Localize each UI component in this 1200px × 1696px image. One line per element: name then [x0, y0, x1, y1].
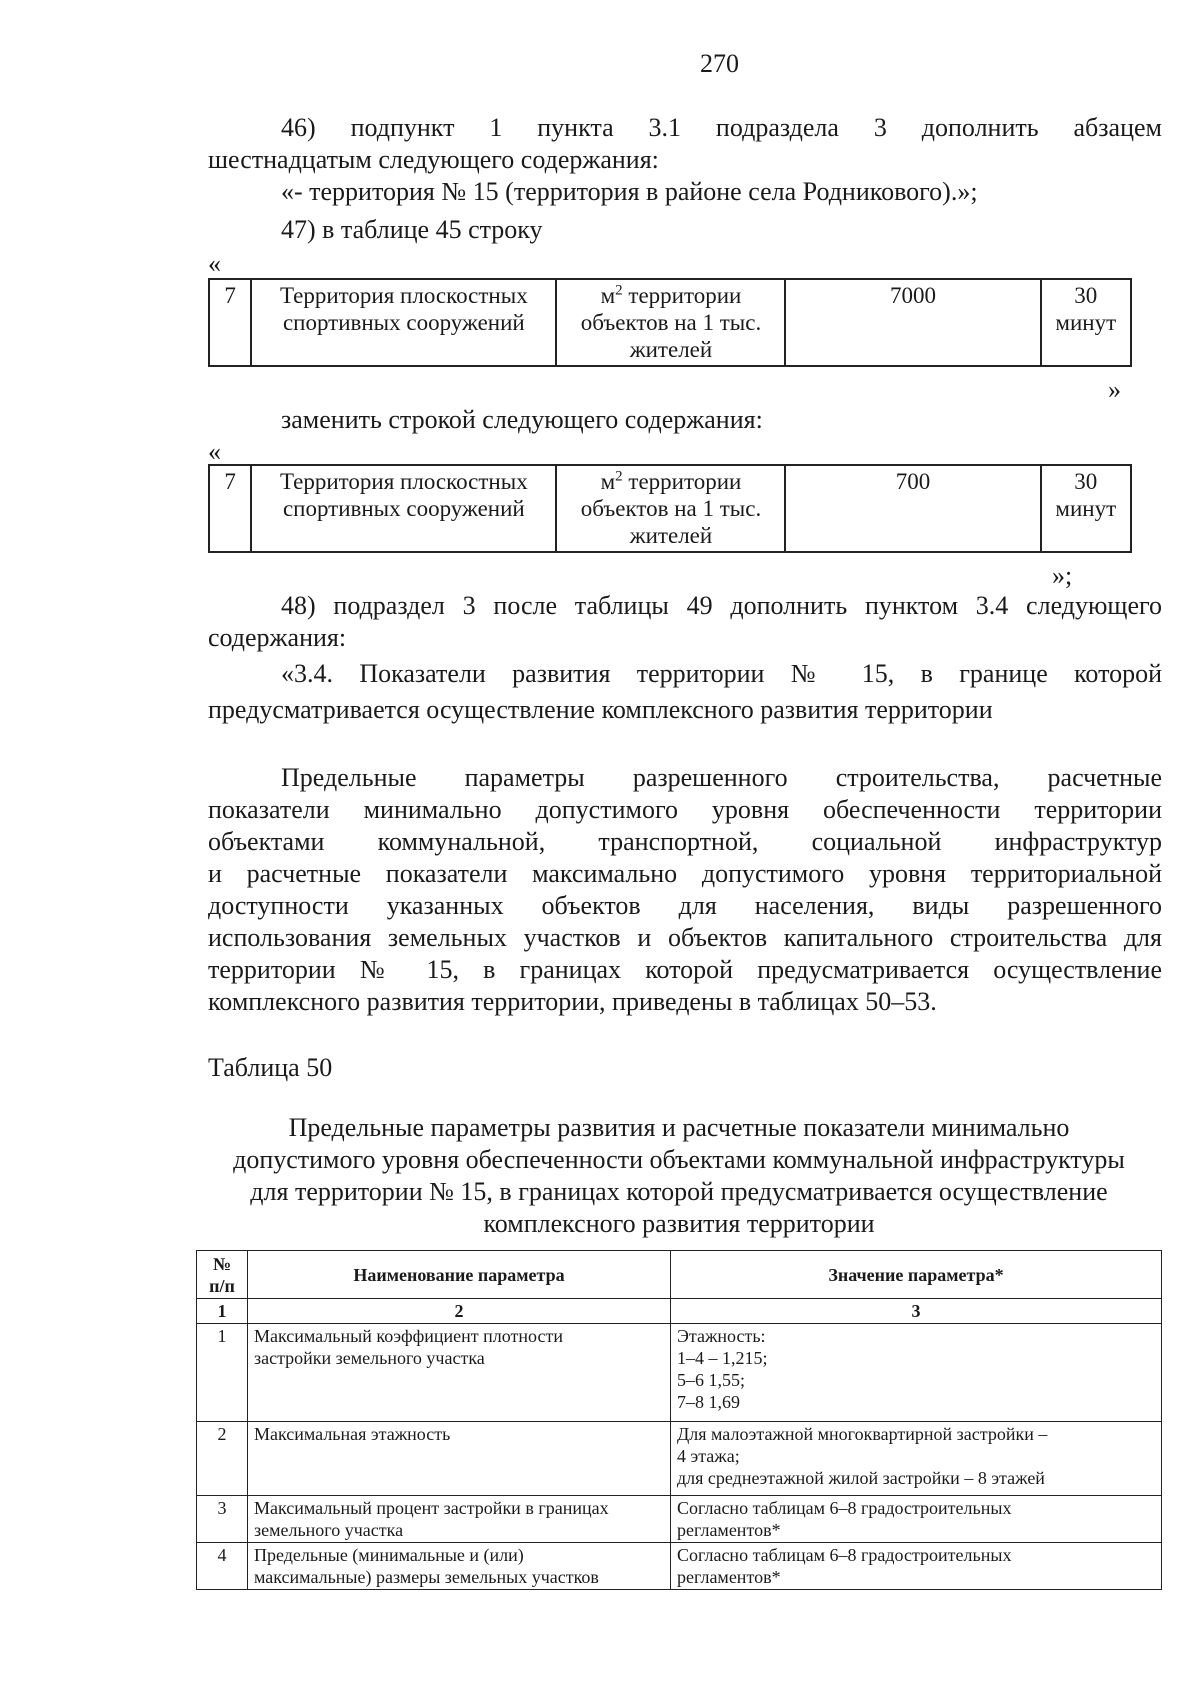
- page-number: 270: [700, 49, 739, 78]
- new-row-table: [208, 464, 1132, 553]
- row1-value: Этажность: 1–4 – 1,215; 5–6 1,55; 7–8 1,69: [671, 1324, 1162, 1422]
- table50-title: Предельные параметры развития и расчетные показатели минимально допустимого уровня обеспеченности объектами коммунальной инфраструктуры для территории № 15, в границах которой предусматривается осуществление комплексного развития территории: [233, 1113, 1125, 1238]
- para-line2: показатели минимально допустимого уровня обеспеченности территории: [208, 795, 1162, 824]
- item-46-line2: шестнадцатым следующего содержания:: [208, 145, 659, 174]
- open-quote: «: [208, 249, 221, 278]
- item-48-line2: содержания:: [208, 623, 347, 652]
- table-row: [197, 1496, 1162, 1543]
- item-46-line3: «- территория № 15 (территория в районе села Родникового).»;: [281, 177, 978, 206]
- header-name: Наименование параметра: [248, 1251, 671, 1299]
- row3-value: Согласно таблицам 6–8 градостроительных регламентов*: [671, 1496, 1162, 1543]
- table-row: [197, 1543, 1162, 1590]
- header-num: № п/п: [197, 1251, 248, 1299]
- header-value: Значение параметра*: [671, 1251, 1162, 1299]
- row4-num: 4: [197, 1543, 248, 1590]
- item-48-line1: 48) подраздел 3 после таблицы 49 дополнить пунктом 3.4 следующего: [281, 591, 1162, 620]
- table50-colnum-row: [197, 1299, 1162, 1324]
- row2-num: 2: [197, 1422, 248, 1496]
- old-row-value: 7000: [785, 279, 1040, 366]
- row3-num: 3: [197, 1496, 248, 1543]
- item-48-line3: «3.4. Показатели развития территории № 15, в границе которой: [281, 659, 1162, 688]
- close-quote-2: »;: [1052, 561, 1073, 590]
- replace-text: заменить строкой следующего содержания:: [281, 405, 763, 434]
- para-line4: и расчетные показатели максимально допустимого уровня территориальной: [208, 859, 1162, 888]
- old-row-num: 7: [209, 279, 251, 366]
- table50-label: Таблица 50: [208, 1053, 333, 1082]
- new-row-time: 30 минут: [1041, 465, 1131, 552]
- old-row-unit: $м^2$ территории объектов на 1 тыс. жителей: [556, 279, 785, 366]
- para-line1: Предельные параметры разрешенного строительства, расчетные: [281, 763, 1162, 792]
- close-quote: »: [1108, 375, 1121, 404]
- row4-value: Согласно таблицам 6–8 градостроительных регламентов*: [671, 1543, 1162, 1590]
- para-line5: доступности указанных объектов для населения, виды разрешенного: [208, 891, 1162, 920]
- old-row-name: Территория плоскостных спортивных сооружений: [251, 279, 556, 366]
- item-46-line1: 46) подпункт 1 пункта 3.1 подраздела 3 дополнить абзацем: [281, 113, 1162, 142]
- new-row-unit: $м^2$ территории объектов на 1 тыс. жителей: [556, 465, 785, 552]
- row4-name: Предельные (минимальные и (или) максимальные) размеры земельных участков: [248, 1543, 671, 1590]
- colnum-1: 1: [197, 1299, 248, 1324]
- old-row-table: [208, 278, 1132, 367]
- row2-value: Для малоэтажной многоквартирной застройки – 4 этажа; для среднеэтажной жилой застройки – 8 этажей: [671, 1422, 1162, 1496]
- row1-name: Максимальный коэффициент плотности застройки земельного участка: [248, 1324, 671, 1422]
- para-line6: использования земельных участков и объектов капитального строительства для: [208, 923, 1162, 952]
- new-row-name: Территория плоскостных спортивных сооружений: [251, 465, 556, 552]
- colnum-3: 3: [671, 1299, 1162, 1324]
- old-row-time: 30 минут: [1041, 279, 1131, 366]
- para-line8: комплексного развития территории, приведены в таблицах 50–53.: [208, 987, 937, 1016]
- table50: [196, 1250, 1162, 1590]
- row3-name: Максимальный процент застройки в границах земельного участка: [248, 1496, 671, 1543]
- item-47-text: 47) в таблице 45 строку: [281, 215, 543, 244]
- table-row: [197, 1422, 1162, 1496]
- item-48-line4: предусматривается осуществление комплексного развития территории: [208, 695, 993, 724]
- para-line7: территории № 15, в границах которой предусматривается осуществление: [208, 955, 1162, 984]
- row1-num: 1: [197, 1324, 248, 1422]
- new-row-num: 7: [209, 465, 251, 552]
- para-line3: объектами коммунальной, транспортной, социальной инфраструктур: [208, 827, 1162, 856]
- table50-header-row: [197, 1251, 1162, 1299]
- table-row: [197, 1324, 1162, 1422]
- row2-name: Максимальная этажность: [248, 1422, 671, 1496]
- colnum-2: 2: [248, 1299, 671, 1324]
- new-row-value: 700: [785, 465, 1040, 552]
- open-quote-2: «: [208, 437, 221, 466]
